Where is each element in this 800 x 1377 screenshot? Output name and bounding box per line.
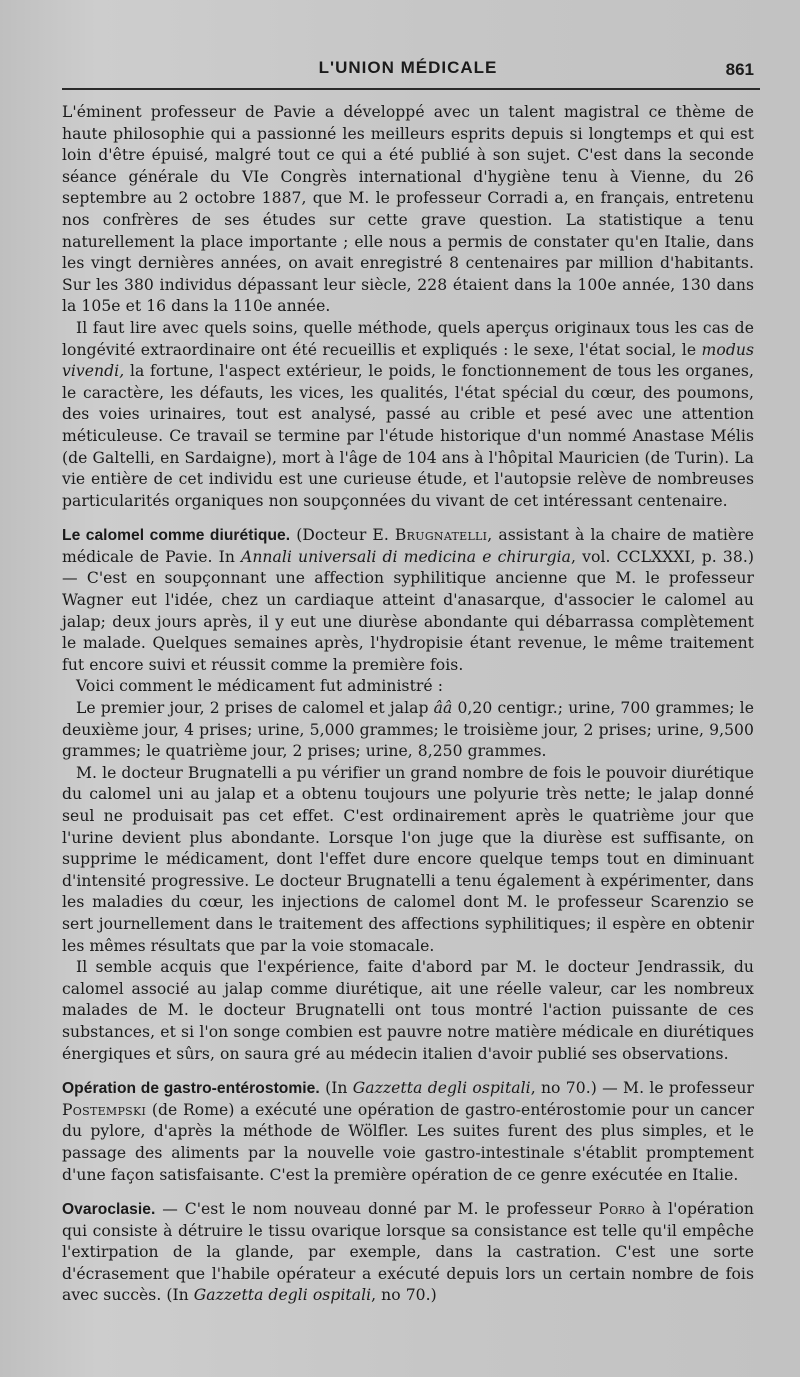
- paragraph-dosage: [62, 698, 754, 763]
- modus-vivendi: modus vivendi,: [62, 340, 754, 381]
- journal-gazzetta: Gazzetta degli ospitali: [352, 1079, 531, 1098]
- paragraph-dosage-text-b: 0,20 centigr.; urine, 700 grammes; le deuxième jour, 4 prises; urine, 5,000 grammes; le troisième jour, 2 prises; urine, 9,500 grammes; le quatrième jour, 2 prises; urine, 8,250 grammes.: [62, 699, 754, 761]
- journal-gazzetta-2: Gazzetta degli ospitali: [193, 1286, 372, 1305]
- paragraph-administration: Voici comment le médicament fut administré :: [76, 677, 444, 696]
- section-calomel-text-a: (Docteur E.: [290, 526, 395, 545]
- author-porro: Porro: [598, 1200, 646, 1219]
- section-calomel-text-b: , assistant à la chaire de matière médicale de Pavie. In: [62, 526, 754, 566]
- section-title-ovaroclasie: Ovaroclasie.: [62, 1201, 156, 1219]
- paragraph-longevity-text-a: Il faut lire avec quels soins, quelle méthode, quels aperçus originaux tous les cas de longévité extraordinaire ont été recueillis et expliqués : le sexe, l'état social, le: [62, 318, 754, 359]
- section-gastro-text-c: (de Rome) a exécuté une opération de gastro-entérostomie pour un cancer du pylore, d'après la méthode de Wölfler. Les suites furent des plus simples, et le passage des aliments par la nouvelle voie gastro-intestinale s'établit promptement d'une façon satisfaisante. C'est la première opération de ce genre exécutée en Italie.: [62, 1100, 754, 1184]
- paragraph-longevity: [62, 318, 754, 512]
- page-number: 861: [725, 60, 754, 79]
- page-header: [62, 58, 754, 84]
- paragraph-results: M. le docteur Brugnatelli a pu vérifier un grand nombre de fois le pouvoir diurétique du calomel uni au jalap et a obtenu toujours une polyurie très nette; le jalap donné seul ne produisait pas cet effet. C'est ordinairement après le quatrième jour que l'urine devient plus abondante. Lorsque l'on juge que la diurèse est suffisante, on supprime le médicament, dont l'effet dure encore quelque temps tout en diminuant d'intensité progressive. Le docteur Brugnatelli a tenu également à expérimenter, dans les maladies du cœur, les injections de calomel dont M. le professeur Scarenzio se sert journellement dans le traitement des affections syphilitiques; il espère en obtenir les mêmes résultats que par la voie stomacale.: [62, 763, 754, 955]
- author-brugnatelli: Brugnatelli: [394, 526, 488, 545]
- dosage-aa: ââ: [433, 699, 453, 718]
- paragraph-longevity-text-b: la fortune, l'aspect extérieur, le poids, le fonctionnement de tous les organes, le caractère, les défauts, les vices, les qualités, l'état spécial du cœur, des poumons, des voies urinaires, tout est analysé, passé au crible et pesé avec une attention méticuleuse. Ce travail se termine par l'étude historique d'un nommé Anastase Mélis (de Galtelli, en Sardaigne), mort à l'âge de 104 ans à l'hôpital Mauricien (de Turin). La vie entière de cet individu est une curieuse étude, et l'autopsie relève de nombreuses particularités organiques non soupçonnées du vivant de cet intéressant centenaire.: [62, 362, 754, 510]
- section-title-gastro: Opération de gastro-entérostomie.: [62, 1080, 320, 1098]
- section-ovaroclasie-text-c: , no 70.): [371, 1286, 437, 1305]
- section-calomel: [62, 525, 754, 676]
- header-rule: [62, 88, 760, 90]
- article-body: [62, 102, 754, 1307]
- running-title: L'UNION MÉDICALE: [318, 58, 498, 77]
- section-title-calomel: Le calomel comme diurétique.: [62, 527, 291, 545]
- section-calomel-text-c: , vol. CCLXXXI, p. 38.) — C'est en soupçonnant une affection syphilitique ancienne que M. le professeur Wagner eut l'idée, chez un cardiaque atteint d'anasarque, d'associer le calomel au jalap; deux jours après, il y eut une diurèse abondante qui débarrassa complètement le malade. Quelques semaines après, l'hydropisie étant revenue, le même traitement fut encore suivi et réussit comme la première fois.: [62, 547, 754, 674]
- author-postempski: Postempski: [62, 1100, 147, 1119]
- paragraph-dosage-text-a: Le premier jour, 2 prises de calomel et jalap: [76, 699, 434, 718]
- section-ovaroclasie: [62, 1199, 754, 1307]
- section-gastro: [62, 1078, 754, 1186]
- paragraph-corradi: L'éminent professeur de Pavie a développé avec un talent magistral ce thème de haute philosophie qui a passionné les meilleurs esprits depuis si longtemps et qui est loin d'être épuisé, malgré tout ce qui a été publié à son sujet. C'est dans la seconde séance générale du VIe Congrès international d'hygiène tenu à Vienne, du 26 septembre au 2 octobre 1887, que M. le professeur Corradi a, en français, entretenu nos confrères de ses études sur cette grave question. La statistique a tenu naturellement la place importante ; elle nous a permis de constater qu'en Italie, dans les vingt dernières années, on avait enregistré 8 centenaires par million d'habitants. Sur les 380 individus dépassant leur siècle, 228 étaient dans la 100e année, 130 dans la 105e et 16 dans la 110e année.: [62, 103, 754, 316]
- paragraph-conclusion: Il semble acquis que l'expérience, faite d'abord par M. le docteur Jendrassik, du calomel associé au jalap comme diurétique, ait une réelle valeur, car les nombreux malades de M. le docteur Brugnatelli ont tous montré l'action puissante de ces substances, et si l'on songe combien est pauvre notre matière médicale en diurétiques énergiques et sûrs, on saura gré au médecin italien d'avoir publié ses observations.: [62, 958, 754, 1063]
- section-gastro-text-b: , no 70.) — M. le professeur: [530, 1079, 754, 1098]
- section-gastro-text-a: (In: [319, 1079, 353, 1098]
- section-ovaroclasie-text-a: — C'est le nom nouveau donné par M. le professeur: [155, 1200, 599, 1219]
- section-ovaroclasie-text-b: à l'opération qui consiste à détruire le tissu ovarique lorsque sa consistance est telle qu'il empêche l'extirpation de la glande, par exemple, dans la castration. C'est une sorte d'écrasement que l'habile opérateur a exécuté depuis lors un certain nombre de fois avec succès. (In: [62, 1200, 754, 1305]
- journal-annali: Annali universali di medicina e chirurgia: [241, 547, 572, 566]
